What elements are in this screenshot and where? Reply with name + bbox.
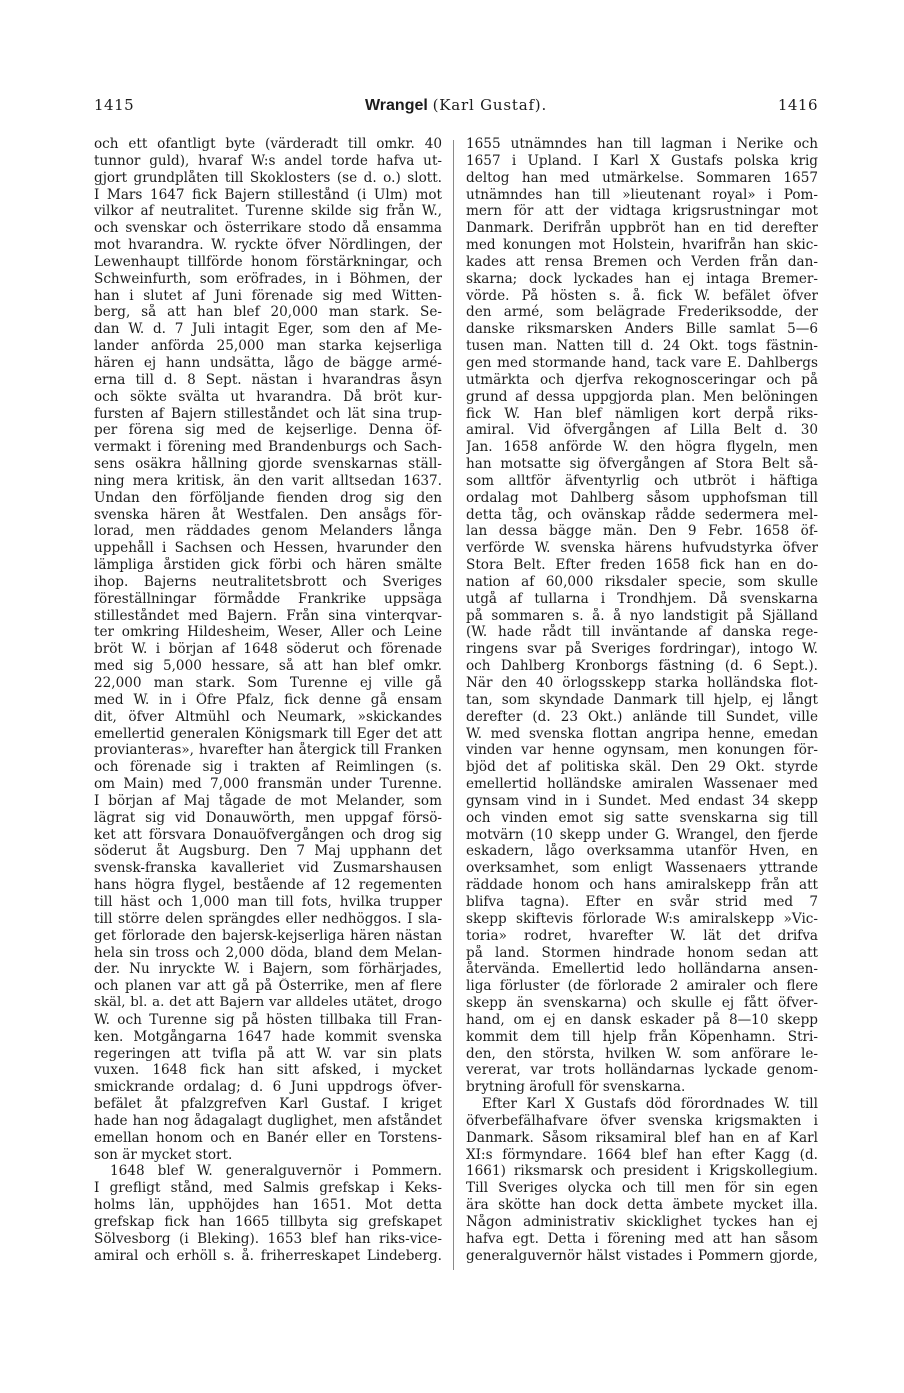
text-line: danske riksmarsken Anders Bille samlat 5—6 [466,321,818,338]
text-line: och vinden emot sig satte svenskarna sig till [466,809,818,826]
text-line: han motsatte sig öfvergången af Stora Belt så- [466,456,818,473]
text-line: amiral och erhöll s. å. friherreskapet Lindeberg. [94,1247,442,1264]
text-line: vuxen. 1648 fick han sitt afsked, i mycket [94,1062,442,1079]
text-line: Sölvesborg (i Bleking). 1653 blef han riks-vice- [94,1230,442,1247]
text-line: utgå af tullarna i Trondhjem. Då svenskarna [466,590,818,607]
text-line: verförde W. svenska härens hufvudstyrka öfver [466,540,818,557]
text-line: get förlorade den bajersk-kejserliga hären nästan [94,927,442,944]
text-line: amiral. Vid öfvergången af Lilla Belt d. 30 [466,422,818,439]
text-line: sens osäkra hållning gjorde svenskarnas ställ- [94,456,442,473]
text-line: När den 40 örlogsskepp starka holländska flot- [466,675,818,691]
text-line: återvända. Emellertid ledo holländarna ansen- [466,961,818,978]
text-line: kommit dem till hjelp från Köpenhamn. Stri- [466,1028,818,1045]
text-line: I grefligt stånd, med Salmis grefskap i Keks- [94,1180,442,1197]
text-line: (W. hade rådt till inväntande af danska rege- [466,624,818,641]
text-line: emellan honom och en Banér eller en Torstens- [94,1129,442,1146]
text-line: hären ej hann undsätta, lågo de bägge armé- [94,354,442,371]
text-line: han i slutet af Juni förenade sig med Witten- [94,287,442,304]
text-line: befälet åt pfalzgrefven Karl Gustaf. I kriget [94,1096,442,1113]
text-line: 22,000 man stark. Som Turenne ej ville gå [94,675,442,691]
text-line: der. Nu inryckte W. i Bajern, som förhärjades, [94,961,442,978]
text-line: svensk-franska kavalleriet vid Zusmarshausen [94,860,442,877]
text-line: och ett ofantligt byte (värderadt till omkr. 40 [94,136,442,152]
text-line: I Mars 1647 fick Bajern stillestånd (i Ulm) mot [94,186,442,203]
text-line: 1657 i Upland. I Karl X Gustafs polska krig [466,152,818,169]
text-line: lan dessa bägge män. Den 9 Febr. 1658 öf- [466,523,818,540]
text-line: lämpliga årstiden gick förbi och hären smälte [94,557,442,574]
text-line: skarna; dock lyckades han ej intaga Bremer- [466,270,818,287]
running-title [94,96,818,115]
text-line: och förenade sig i trakten af Reimlingen (s. [94,759,442,776]
text-line: till större delen sprängdes eller nedhöggos. I sla- [94,910,442,927]
page-number-left: 1415 [94,96,135,114]
text-line: vererat, var trots holländarnas lyckade genom- [466,1062,818,1079]
text-line: räddade honom och hans amiralskepp från att [466,877,818,894]
text-line: 1661) riksmarsk och president i Krigskollegium. [466,1163,818,1180]
text-line: skäl, bl. a. det att Bajern var alldeles utätet, drogo [94,995,442,1011]
text-line: tusen man. Natten till d. 24 Okt. togs fästnin- [466,338,818,355]
text-line: emellertid generalen Königsmark till Eger det att [94,725,442,742]
text-line: tan, som skyndade Danmark till hjelp, ej långt [466,691,818,708]
text-line: utmärkta och djerfva rekognosceringar och på [466,371,818,388]
text-line: I början af Maj tågade de mot Melander, som [94,792,442,809]
text-line: lägrat sig vid Donauwörth, men uppgaf försö- [94,809,442,826]
text-line: smickrande ordalag; d. 6 Juni uppdrogs öfver- [94,1079,442,1096]
text-line: hafva egt. Detta i förening med att han såsom [466,1230,818,1247]
text-line: svenska hären åt Westfalen. Den ansågs för- [94,506,442,523]
text-line: W. och Turenne sig på hösten tillbaka till Fran- [94,1011,442,1028]
text-line: den, den största, hvilken W. som anförare le- [466,1045,818,1062]
text-line: gen med stormande hand, tack vare E. Dahlbergs [466,354,818,371]
right-column [466,136,818,1265]
text-line: och sökte svälta ut hvarandra. Då bröt kur- [94,388,442,405]
text-line: fick W. Han blef nämligen kort derpå riks- [466,405,818,422]
text-line: hans högra flygel, bestående af 12 regementen [94,877,442,894]
text-line: Till Sveriges olycka och till men för sin egen [466,1180,818,1197]
text-line: vinden var henne ogynsam, men konungen för- [466,742,818,759]
text-line: grefskap fick han 1665 tillbyta sig grefskapet [94,1214,442,1230]
text-line: nation af 60,000 riksdaler specie, som skulle [466,573,818,590]
text-line: brytning ärofull för svenskarna. [466,1079,686,1096]
text-line: som alltför äfventyrlig och utbröt i häftiga [466,472,818,489]
left-column [94,136,442,1265]
text-line: fursten af Bajern stilleståndet och lät sina trup- [94,405,442,422]
text-line: liga förluster (de förlorade 2 amiraler och flere [466,978,818,995]
text-line: mern för att der vidtaga krigsrustningar mot [466,203,818,220]
text-line: med sig 5,000 hessare, så att han blef omkr. [94,658,442,675]
text-line: generalguvernör hälst vistades i Pommern gjorde, [466,1247,818,1264]
text-line: hela sin tross och 2,000 döda, bland dem Melan- [94,944,442,961]
text-line: son är mycket stort. [94,1146,233,1163]
text-line: toria» rodret, hvarefter W. lät det drifva [466,927,818,944]
text-line: skepp skiftevis förlorade W:s amiralskepp »Vic- [466,910,818,927]
text-line: tunnor guld), hvaraf W:s andel torde hafva ut- [94,152,442,169]
text-line: XI:s förmyndare. 1664 blef han efter Kagg (d. [466,1146,818,1163]
text-line: och svenskar och österrikare stodo då ensamma [94,220,442,237]
text-line: deltog han med utmärkelse. Sommaren 1657 [466,169,818,186]
text-line: ning mera kritisk, än den varit alltsedan 1637. [94,472,442,489]
text-line: ära skötte han dock detta ämbete mycket illa. [466,1197,818,1214]
text-line: vilkor af neutralitet. Turenne skilde sig från W., [94,203,442,220]
text-line: till häst och 1,000 man till fots, hvilka trupper [94,893,442,910]
text-line: utnämndes han till »lieutenant royal» i Pom- [466,186,818,203]
text-line: Danmark. Derifrån uppbröt han en tid derefter [466,220,818,237]
text-line: blifva tagna). Efter en svår strid med 7 [466,893,818,910]
text-line: den armé, som belägrade Frederiksodde, der [466,304,818,321]
text-line: kades att rensa Bremen och Verden från dan- [466,253,818,270]
text-line: på land. Stormen hindrade honom sedan att [466,944,818,961]
text-line: bjöd det af politiska skäl. Den 29 Okt. styrde [466,759,818,776]
text-line: vermakt i förening med Brandenburgs och Sach- [94,439,442,456]
text-line: dan W. d. 7 Juli intagit Eger, som den af Me- [94,321,442,338]
text-line: W. med svenska flottan angripa henne, emedan [466,725,818,742]
text-line: eskadern, lågo overksamma utanför Hven, en [466,843,818,860]
text-line: regeringen att tvifla på att W. var sin plats [94,1045,442,1062]
text-line: söderut åt Augsburg. Den 7 Maj upphann det [94,843,442,860]
text-line: om Main) med 7,000 fransmän under Turenne. [94,776,442,793]
text-line: overksamhet, som enligt Wassenaers yttrande [466,860,818,877]
text-line: ordalag mot Dahlberg såsom upphofsman till [466,489,818,506]
text-line: hand, om ej en dansk eskader på 8—10 skepp [466,1011,818,1028]
text-line: Stora Belt. Efter freden 1658 fick han en do- [466,557,818,574]
text-line: föreställningar förmådde Frankrike uppsäga [94,590,442,607]
text-line: 1655 utnämndes han till lagman i Nerike och [466,136,818,152]
text-line: ihop. Bajerns neutralitetsbrott och Sveriges [94,573,442,590]
text-line: och Dahlberg Kronborgs fästning (d. 6 Sept.). [466,658,818,675]
column-divider [453,140,454,1270]
text-line: Efter Karl X Gustafs död förordnades W. till [482,1096,818,1113]
text-line: uppehåll i Sachsen och Hessen, hvarunder den [94,540,442,557]
text-line: med konungen mot Holstein, hvarifrån han skic- [466,237,818,254]
text-line: på sommaren s. å. å nyo landstigit på Själland [466,607,818,624]
text-line: detta tåg, och ovänskap rådde sedermera mel- [466,506,818,523]
text-line: Schweinfurth, som eröfrades, in i Böhmen, der [94,270,442,287]
text-line: holms län, upphöjdes han 1651. Mot detta [94,1197,442,1214]
text-line: motvärn (10 skepp under G. Wrangel, den fjerde [466,826,818,843]
text-line: bröt W. i början af 1648 söderut och förenade [94,641,442,658]
text-line: ken. Motgångarna 1647 hade kommit svenska [94,1028,442,1045]
text-line: 1648 blef W. generalguvernör i Pommern. [110,1163,442,1180]
text-line: lander anförda 25,000 man starka kejserliga [94,338,442,355]
text-line: ket att försvara Donauöfvergången och drog sig [94,826,442,843]
text-line: mot hvarandra. W. ryckte öfver Nördlingen, der [94,237,442,254]
text-line: gynsam vind in i Sundet. Med endast 34 skepp [466,792,818,809]
text-line: öfverbefälhafvare öfver svenska krigsmakten i [466,1112,818,1129]
text-line: derefter (d. 23 Okt.) anlände till Sundet, ville [466,708,818,725]
text-line: Undan den förföljande fienden drog sig den [94,489,442,506]
text-line: erna till d. 8 Sept. nästan i hvarandras åsyn [94,371,442,388]
text-line: provianteras», hvarefter han återgick till Franken [94,742,442,759]
text-line: grund af dessa uppgjorda plan. Men belöningen [466,388,818,405]
headword-subtitle: (Karl Gustaf). [432,96,548,114]
text-line: per förena sig med de kejserlige. Denna öf- [94,422,442,439]
text-line: lorad, men räddades genom Melanders långa [94,523,442,540]
text-line: ringens svar på Sveriges fordringar), intogo W. [466,641,818,658]
text-line: skepp än svenskarna) och skulle ej fått öfver- [466,995,818,1012]
page-header [94,96,818,120]
text-line: och planen var att gå på Österrike, men af flere [94,978,442,995]
text-line: Lewenhaupt tillförde honom förstärkningar, och [94,253,442,270]
headword: Wrangel [364,97,428,114]
text-line: Någon administrativ skicklighet tyckes han ej [466,1214,818,1230]
text-line: gjort grundplåten till Skoklosters (se d. o.) slott. [94,169,442,186]
text-line: dit, öfver Altmühl och Neumark, »skickandes [94,708,442,725]
text-line: stilleståndet med Bajern. Från sina vinterqvar- [94,607,442,624]
text-line: ter omkring Hildesheim, Weser, Aller och Leine [94,624,442,641]
text-line: emellertid holländske amiralen Wassenaer med [466,776,818,793]
text-line: Jan. 1658 anförde W. den högra flygeln, men [466,439,818,456]
text-line: hade han nog ådagalagt duglighet, men afståndet [94,1112,442,1129]
text-line: berg, så att han blef 20,000 man stark. Se- [94,304,442,321]
page-number-right: 1416 [777,96,818,114]
text-line: Danmark. Såsom riksamiral blef han en af Karl [466,1129,818,1146]
text-line: med W. in i Öfre Pfalz, fick denne gå ensam [94,691,442,708]
text-line: vörde. På hösten s. å. fick W. befälet öfver [466,287,818,304]
